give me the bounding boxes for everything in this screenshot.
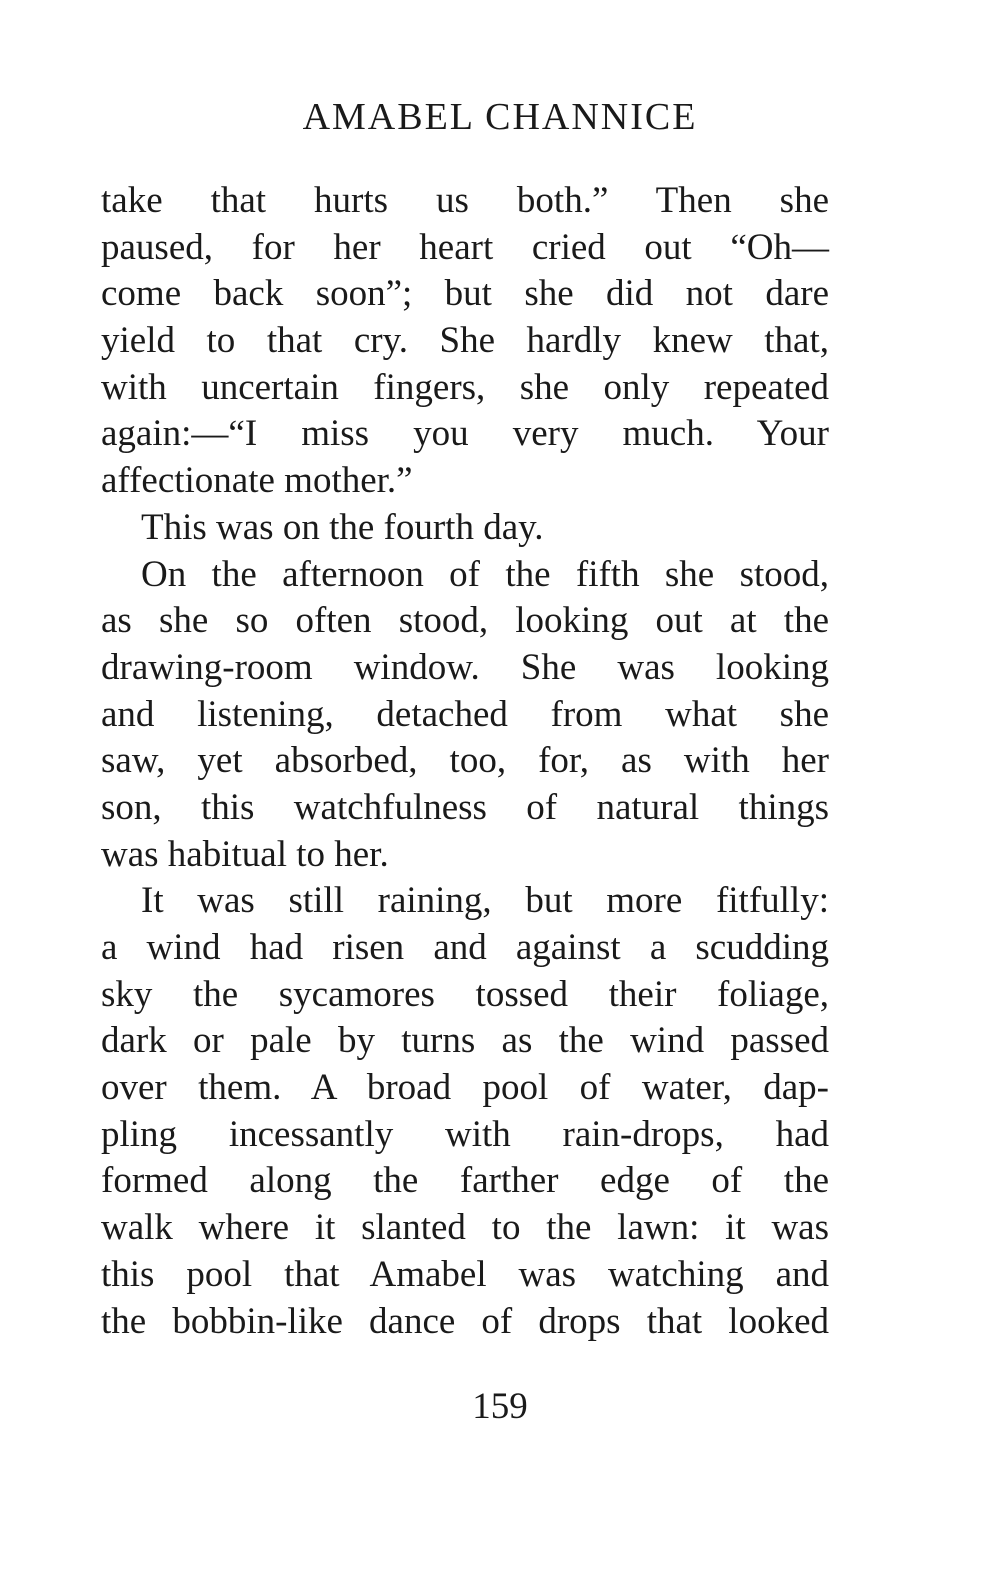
text-line: sky the sycamores tossed their foliage,: [101, 973, 829, 1015]
text-line: This was on the fourth day.: [141, 506, 544, 548]
body-text: [101, 178, 829, 1345]
text-line: was habitual to her.: [101, 833, 389, 875]
text-line: and listening, detached from what she: [101, 693, 829, 735]
text-line: formed along the farther edge of the: [101, 1160, 829, 1202]
text-line: as she so often stood, looking out at the: [101, 600, 829, 642]
running-head: AMABEL CHANNICE: [302, 96, 698, 138]
text-line: saw, yet absorbed, too, for, as with her: [101, 740, 829, 782]
text-line: walk where it slanted to the lawn: it was: [101, 1207, 829, 1249]
text-line: drawing-room window. She was looking: [101, 646, 829, 688]
text-line: with uncertain fingers, she only repeated: [101, 366, 829, 408]
text-line: take that hurts us both.” Then she: [101, 180, 829, 221]
text-line: On the afternoon of the fifth she stood,: [141, 553, 829, 595]
text-line: dark or pale by turns as the wind passed: [101, 1020, 829, 1062]
page-number: 159: [472, 1386, 528, 1427]
text-line: a wind had risen and against a scudding: [101, 927, 829, 968]
text-line: again:—“I miss you very much. Your: [101, 413, 829, 455]
text-line: over them. A broad pool of water, dap-: [101, 1067, 829, 1109]
text-line: the bobbin-like dance of drops that looked: [101, 1300, 829, 1342]
text-line: this pool that Amabel was watching and: [101, 1253, 829, 1295]
text-line: paused, for her heart cried out “Oh—: [101, 226, 829, 268]
text-line: affectionate mother.”: [101, 460, 413, 502]
text-line: come back soon”; but she did not dare: [101, 273, 829, 315]
text-line: yield to that cry. She hardly knew that,: [101, 320, 829, 362]
text-line: It was still raining, but more fitfully:: [141, 880, 829, 922]
text-line: son, this watchfulness of natural things: [101, 786, 829, 828]
text-line: pling incessantly with rain-drops, had: [101, 1113, 829, 1155]
